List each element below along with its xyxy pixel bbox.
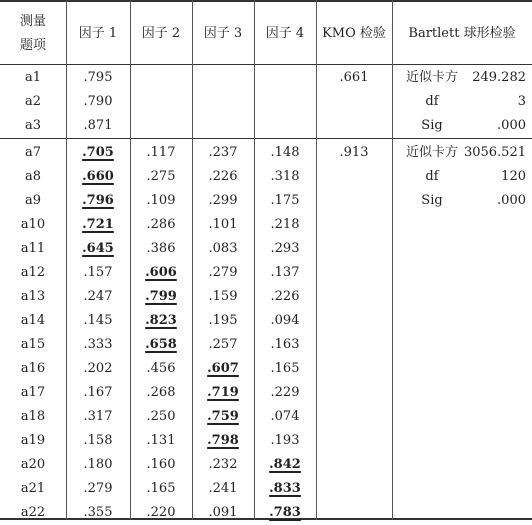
item-label: a16 bbox=[20, 361, 46, 376]
loading-value: .790 bbox=[83, 94, 113, 109]
item-header-line1: 测量 bbox=[19, 14, 46, 29]
item-label: a7 bbox=[24, 145, 42, 160]
bartlett-value: .000 bbox=[497, 193, 526, 208]
item-label: a14 bbox=[20, 313, 46, 328]
loading-value: .074 bbox=[270, 409, 300, 424]
loading-value: .195 bbox=[208, 313, 238, 328]
item-label: a1 bbox=[24, 70, 42, 85]
bartlett-header: Bartlett 球形检验 bbox=[408, 26, 516, 41]
loading-value: .871 bbox=[83, 118, 113, 133]
loading-value: .109 bbox=[146, 193, 176, 208]
loading-value: .719 bbox=[207, 385, 239, 400]
table-top-rule bbox=[0, 0, 532, 2]
loading-value: .148 bbox=[270, 145, 300, 160]
loading-value: .386 bbox=[146, 241, 176, 256]
item-label: a13 bbox=[20, 289, 46, 304]
loading-value: .160 bbox=[146, 457, 176, 472]
item-label: a3 bbox=[24, 118, 42, 133]
item-label: a12 bbox=[20, 265, 46, 280]
item-header-line2: 题项 bbox=[19, 38, 46, 53]
kmo-header: KMO 检验 bbox=[322, 26, 386, 41]
factor3-header: 因子 3 bbox=[203, 26, 243, 41]
bartlett-value: 3 bbox=[517, 94, 526, 109]
loading-value: .257 bbox=[208, 337, 238, 352]
item-label: a2 bbox=[24, 94, 42, 109]
loading-value: .606 bbox=[145, 265, 177, 280]
bartlett-label: Sig bbox=[421, 118, 443, 133]
loading-value: .157 bbox=[83, 265, 113, 280]
loading-value: .167 bbox=[83, 385, 113, 400]
loading-value: .795 bbox=[83, 70, 113, 85]
loading-value: .355 bbox=[83, 505, 113, 520]
loading-value: .202 bbox=[83, 361, 113, 376]
loading-value: .279 bbox=[83, 481, 113, 496]
loading-value: .232 bbox=[208, 457, 238, 472]
loading-value: .237 bbox=[208, 145, 238, 160]
factor2-header: 因子 2 bbox=[141, 26, 181, 41]
loading-value: .180 bbox=[83, 457, 113, 472]
header-bottom-rule bbox=[0, 64, 532, 65]
item-label: a19 bbox=[20, 433, 46, 448]
group-divider-rule bbox=[0, 138, 532, 139]
loading-value: .275 bbox=[146, 169, 176, 184]
loading-value: .241 bbox=[208, 481, 238, 496]
loading-value: .158 bbox=[83, 433, 113, 448]
loading-value: .165 bbox=[146, 481, 176, 496]
bartlett-label: df bbox=[425, 169, 439, 184]
loading-value: .131 bbox=[146, 433, 176, 448]
bartlett-value: 3056.521 bbox=[463, 145, 526, 160]
loading-value: .721 bbox=[82, 217, 114, 232]
loading-value: .318 bbox=[270, 169, 300, 184]
loading-value: .456 bbox=[146, 361, 176, 376]
loading-value: .293 bbox=[270, 241, 300, 256]
loading-value: .220 bbox=[146, 505, 176, 520]
item-label: a22 bbox=[20, 505, 46, 520]
bartlett-label: Sig bbox=[421, 193, 443, 208]
item-label: a9 bbox=[24, 193, 42, 208]
item-label: a18 bbox=[20, 409, 46, 424]
item-label: a17 bbox=[20, 385, 46, 400]
loading-value: .660 bbox=[82, 169, 114, 184]
loading-value: .175 bbox=[270, 193, 300, 208]
loading-value: .101 bbox=[208, 217, 238, 232]
loading-value: .159 bbox=[208, 289, 238, 304]
bartlett-value: .000 bbox=[497, 118, 526, 133]
loading-value: .091 bbox=[208, 505, 238, 520]
item-label: a21 bbox=[20, 481, 46, 496]
loading-value: .083 bbox=[208, 241, 238, 256]
loading-value: .226 bbox=[208, 169, 238, 184]
item-label: a11 bbox=[20, 241, 46, 256]
kmo-value: .913 bbox=[339, 145, 369, 160]
loading-value: .286 bbox=[146, 217, 176, 232]
item-label: a10 bbox=[20, 217, 46, 232]
loading-value: .279 bbox=[208, 265, 238, 280]
loading-value: .193 bbox=[270, 433, 300, 448]
loading-value: .268 bbox=[146, 385, 176, 400]
loading-value: .226 bbox=[270, 289, 300, 304]
loading-value: .799 bbox=[145, 289, 177, 304]
loading-value: .607 bbox=[207, 361, 239, 376]
loading-value: .333 bbox=[83, 337, 113, 352]
loading-value: .823 bbox=[145, 313, 177, 328]
loading-value: .299 bbox=[208, 193, 238, 208]
loading-value: .658 bbox=[145, 337, 177, 352]
factor4-header: 因子 4 bbox=[265, 26, 305, 41]
loading-value: .759 bbox=[207, 409, 239, 424]
column-divider bbox=[392, 0, 393, 520]
loading-value: .137 bbox=[270, 265, 300, 280]
loading-value: .833 bbox=[269, 481, 301, 496]
loading-value: .247 bbox=[83, 289, 113, 304]
loading-value: .645 bbox=[82, 241, 114, 256]
bartlett-label: df bbox=[425, 94, 439, 109]
loading-value: .117 bbox=[146, 145, 176, 160]
item-label: a8 bbox=[24, 169, 42, 184]
loading-value: .250 bbox=[146, 409, 176, 424]
bartlett-label: 近似卡方 bbox=[405, 70, 458, 85]
loading-value: .218 bbox=[270, 217, 300, 232]
loading-value: .163 bbox=[270, 337, 300, 352]
loading-value: .229 bbox=[270, 385, 300, 400]
loading-value: .165 bbox=[270, 361, 300, 376]
loading-value: .783 bbox=[269, 505, 301, 520]
loading-value: .842 bbox=[269, 457, 301, 472]
bartlett-label: 近似卡方 bbox=[405, 145, 458, 160]
bartlett-value: 249.282 bbox=[472, 70, 526, 85]
loading-value: .145 bbox=[83, 313, 113, 328]
item-label: a20 bbox=[20, 457, 46, 472]
loading-value: .094 bbox=[270, 313, 300, 328]
loading-value: .798 bbox=[207, 433, 239, 448]
bartlett-value: 120 bbox=[501, 169, 526, 184]
kmo-value: .661 bbox=[339, 70, 369, 85]
item-label: a15 bbox=[20, 337, 46, 352]
loading-value: .317 bbox=[83, 409, 113, 424]
loading-value: .796 bbox=[82, 193, 114, 208]
factor1-header: 因子 1 bbox=[78, 26, 118, 41]
loading-value: .705 bbox=[82, 145, 114, 160]
